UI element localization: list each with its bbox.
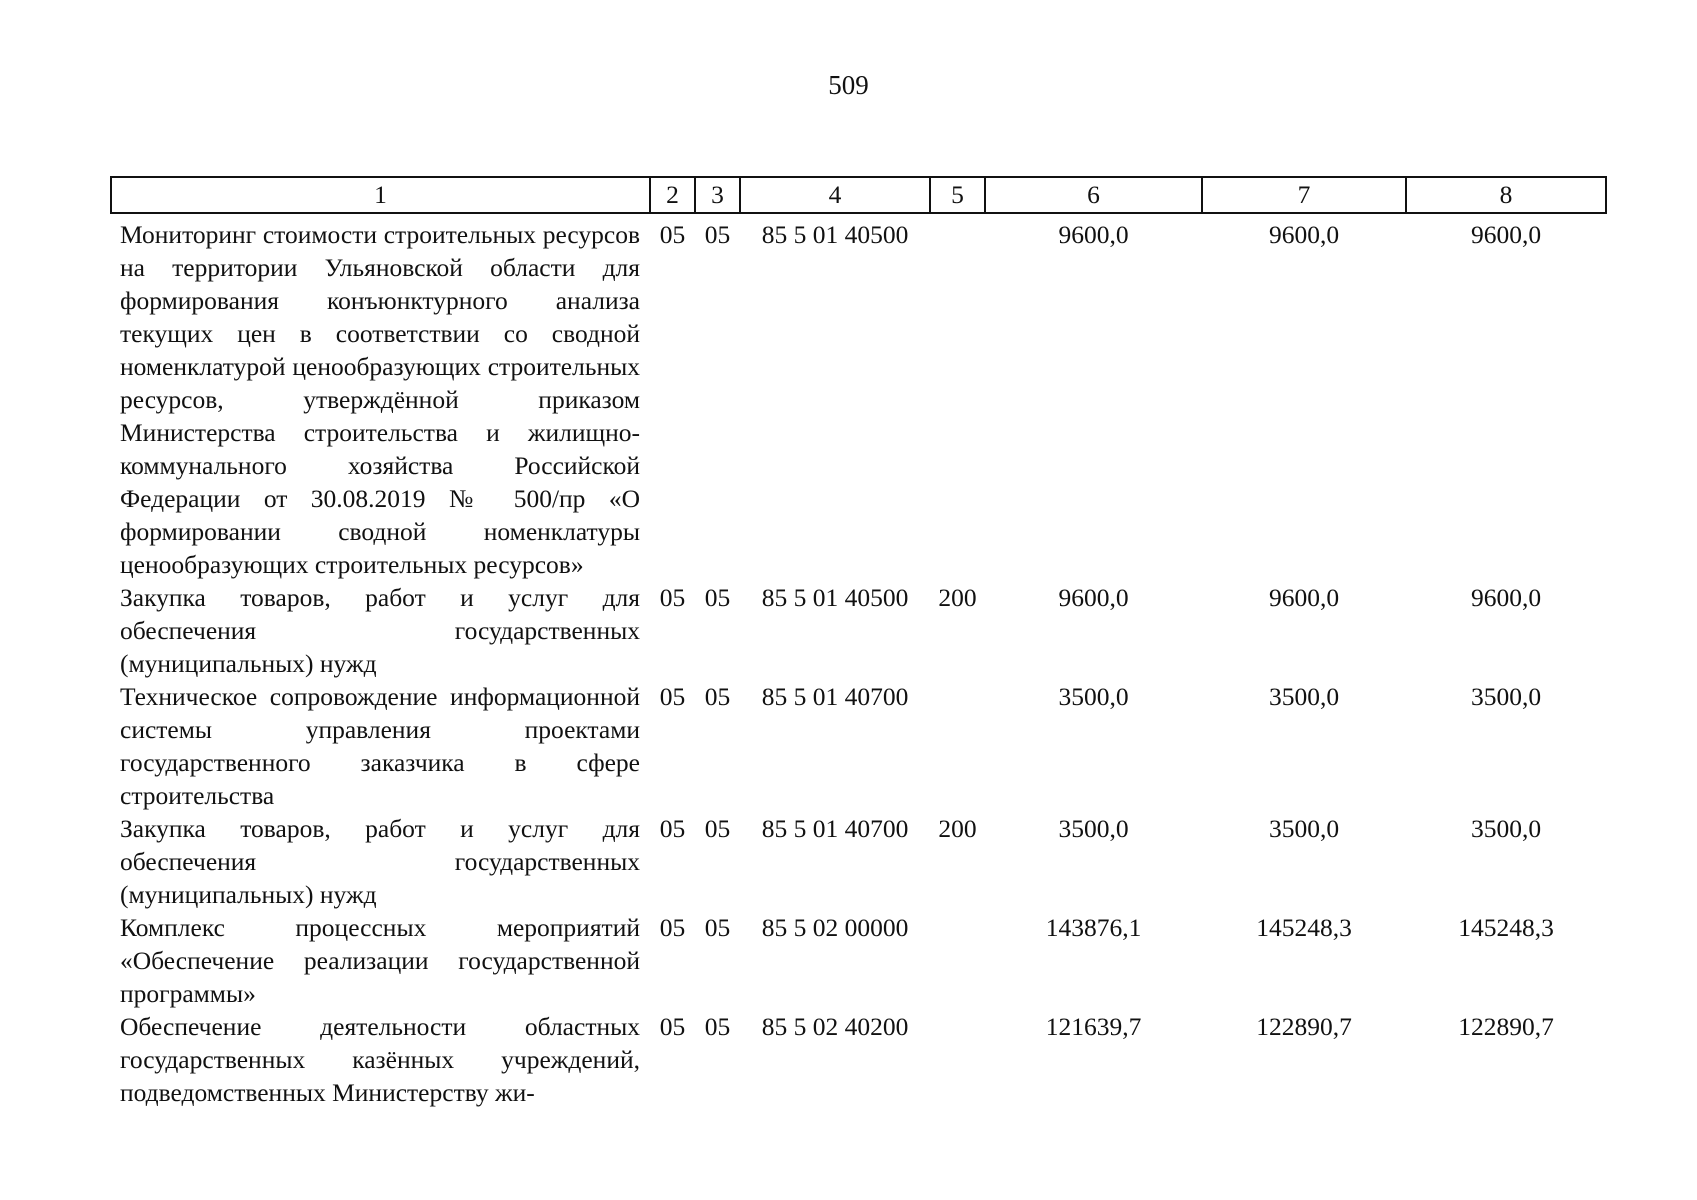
row-target-article: 85 5 02 00000 (761, 913, 909, 942)
row-target-article: 85 5 01 40700 (761, 682, 909, 711)
row-amount-year3: 122890,7 (1458, 1012, 1554, 1041)
row-amount-year3: 3500,0 (1470, 814, 1542, 843)
header-row (111, 177, 1606, 213)
row-name: Закупка товаров, работ и услуг для обеспечения государственных (муниципальных) нужд (120, 814, 640, 909)
row-name: Техническое сопровождение информационной системы управления проектами государственного заказчика в сфере строительства (120, 682, 640, 810)
row-expense-type: 200 (938, 814, 977, 843)
row-expense-type (930, 911, 985, 1010)
row-target-article: 85 5 01 40700 (761, 814, 909, 843)
row-amount-year2: 145248,3 (1256, 913, 1352, 942)
header-col-5: 5 (930, 177, 985, 213)
row-amount-year1: 3500,0 (1058, 682, 1129, 711)
row-amount-year1: 121639,7 (1045, 1012, 1142, 1041)
row-expense-type: 200 (938, 583, 977, 612)
budget-table (110, 176, 1607, 1109)
row-amount-year1: 9600,0 (1058, 220, 1129, 249)
header-col-8: 8 (1406, 177, 1606, 213)
table-row (111, 812, 1606, 911)
row-amount-year3: 9600,0 (1470, 220, 1542, 249)
row-subsection: 05 (704, 682, 731, 711)
row-section: 05 (659, 220, 686, 249)
row-expense-type (930, 1010, 985, 1109)
row-section: 05 (659, 583, 686, 612)
row-section: 05 (659, 682, 686, 711)
table-row (111, 911, 1606, 1010)
row-name: Обеспечение деятельности областных государственных казённых учреждений, подведомственных Министерству жи- (120, 1012, 640, 1107)
row-subsection: 05 (704, 913, 731, 942)
row-amount-year2: 3500,0 (1268, 682, 1340, 711)
row-amount-year3: 9600,0 (1470, 583, 1542, 612)
row-amount-year1: 143876,1 (1045, 913, 1142, 942)
row-target-article: 85 5 02 40200 (761, 1012, 909, 1041)
row-name: Комплекс процессных мероприятий «Обеспечение реализации государственной программы» (120, 913, 640, 1008)
table-row (111, 680, 1606, 812)
row-target-article: 85 5 01 40500 (761, 583, 909, 612)
row-expense-type (930, 213, 985, 581)
row-expense-type (930, 680, 985, 812)
header-col-7: 7 (1202, 177, 1406, 213)
row-subsection: 05 (704, 814, 731, 843)
row-amount-year2: 122890,7 (1256, 1012, 1352, 1041)
row-amount-year2: 3500,0 (1268, 814, 1340, 843)
header-col-1: 1 (111, 177, 650, 213)
row-section: 05 (659, 814, 686, 843)
row-target-article: 85 5 01 40500 (761, 220, 909, 249)
header-col-4: 4 (740, 177, 930, 213)
row-name: Мониторинг стоимости строительных ресурсов на территории Ульяновской области для формирования конъюнктурного анализа текущих цен в соответствии со сводной номенклатурой ценообразующих строительных ресурсов, утверждённой приказом Министерства строительства и жилищно-коммунального хозяйства Российской Федерации от 30.08.2019 № 500/пр «О формировании сводной номенклатуры ценообразующих строительных ресурсов» (120, 220, 640, 579)
row-amount-year1: 3500,0 (1058, 814, 1129, 843)
header-col-2: 2 (650, 177, 695, 213)
table-row (111, 581, 1606, 680)
row-section: 05 (659, 913, 686, 942)
row-subsection: 05 (704, 583, 731, 612)
row-amount-year1: 9600,0 (1058, 583, 1129, 612)
row-subsection: 05 (704, 1012, 731, 1041)
row-name: Закупка товаров, работ и услуг для обеспечения государственных (муниципальных) нужд (120, 583, 640, 678)
row-amount-year2: 9600,0 (1268, 583, 1340, 612)
row-section: 05 (659, 1012, 686, 1041)
row-amount-year3: 3500,0 (1470, 682, 1542, 711)
table-row (111, 1010, 1606, 1109)
page-number: 509 (828, 70, 869, 100)
row-amount-year2: 9600,0 (1268, 220, 1340, 249)
row-subsection: 05 (704, 220, 731, 249)
row-amount-year3: 145248,3 (1458, 913, 1554, 942)
table-row (111, 213, 1606, 581)
header-col-3: 3 (695, 177, 740, 213)
header-col-6: 6 (985, 177, 1202, 213)
